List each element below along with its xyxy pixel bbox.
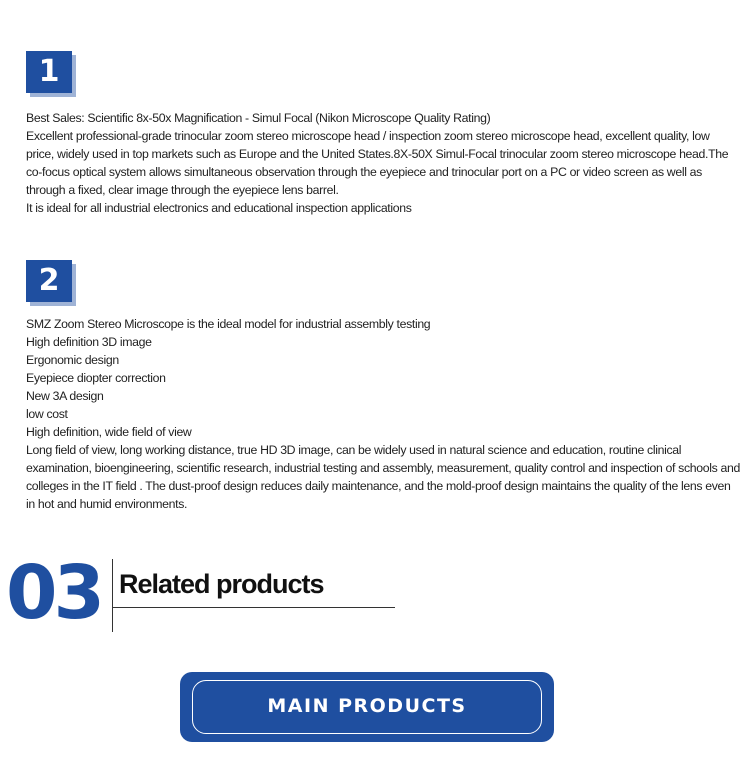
section-1-badge: 1: [26, 51, 72, 93]
section-2-line: SMZ Zoom Stereo Microscope is the ideal model for industrial assembly testing: [26, 317, 431, 331]
section-2-line: Long field of view, long working distance, true HD 3D image, can be widely used in natural science and education, routine clinical examination, bioengineering, scientific research, industrial testing and assembly, measurement, quality control and inspection of schools and colleges in the IT field . The dust-proof design reduces daily maintenance, and the mold-proof design maintains the quality of the lens even in hot and humid environments.: [26, 443, 740, 511]
section-2-line: High definition, wide field of view: [26, 425, 192, 439]
related-products-title: Related products: [119, 569, 324, 599]
section-2-text: [26, 315, 740, 513]
section-2-line: Ergonomic design: [26, 353, 119, 367]
section-2-badge: 2: [26, 260, 72, 302]
section-1-line: It is ideal for all industrial electronics and educational inspection applications: [26, 201, 412, 215]
main-products-button-label: MAIN PRODUCTS: [192, 680, 542, 734]
section-2-line: New 3A design: [26, 389, 104, 403]
section-2-line: Eyepiece diopter correction: [26, 371, 166, 385]
section-1-line: Excellent professional-grade trinocular zoom stereo microscope head / inspection zoom stereo microscope head, excellent quality, low price, widely used in top markets such as Europe and the United States.8X-50X Simul-Focal trinocular zoom stereo microscope head.The co-focus optical system allows simultaneous observation through the eyepiece and trinocular port on a PC or video screen as well as through a fixed, clear image through the eyepiece lens barrel.: [26, 129, 729, 197]
section-1-text: [26, 109, 740, 217]
section-1-line: Best Sales: Scientific 8x-50x Magnification - Simul Focal (Nikon Microscope Quality Rating): [26, 111, 491, 125]
section-3-divider-vertical: [112, 559, 113, 632]
main-products-button[interactable]: [180, 672, 554, 742]
section-3-divider-horizontal: [112, 607, 395, 608]
section-2-line: High definition 3D image: [26, 335, 152, 349]
section-3-number: 03: [6, 550, 101, 636]
section-2-line: low cost: [26, 407, 68, 421]
